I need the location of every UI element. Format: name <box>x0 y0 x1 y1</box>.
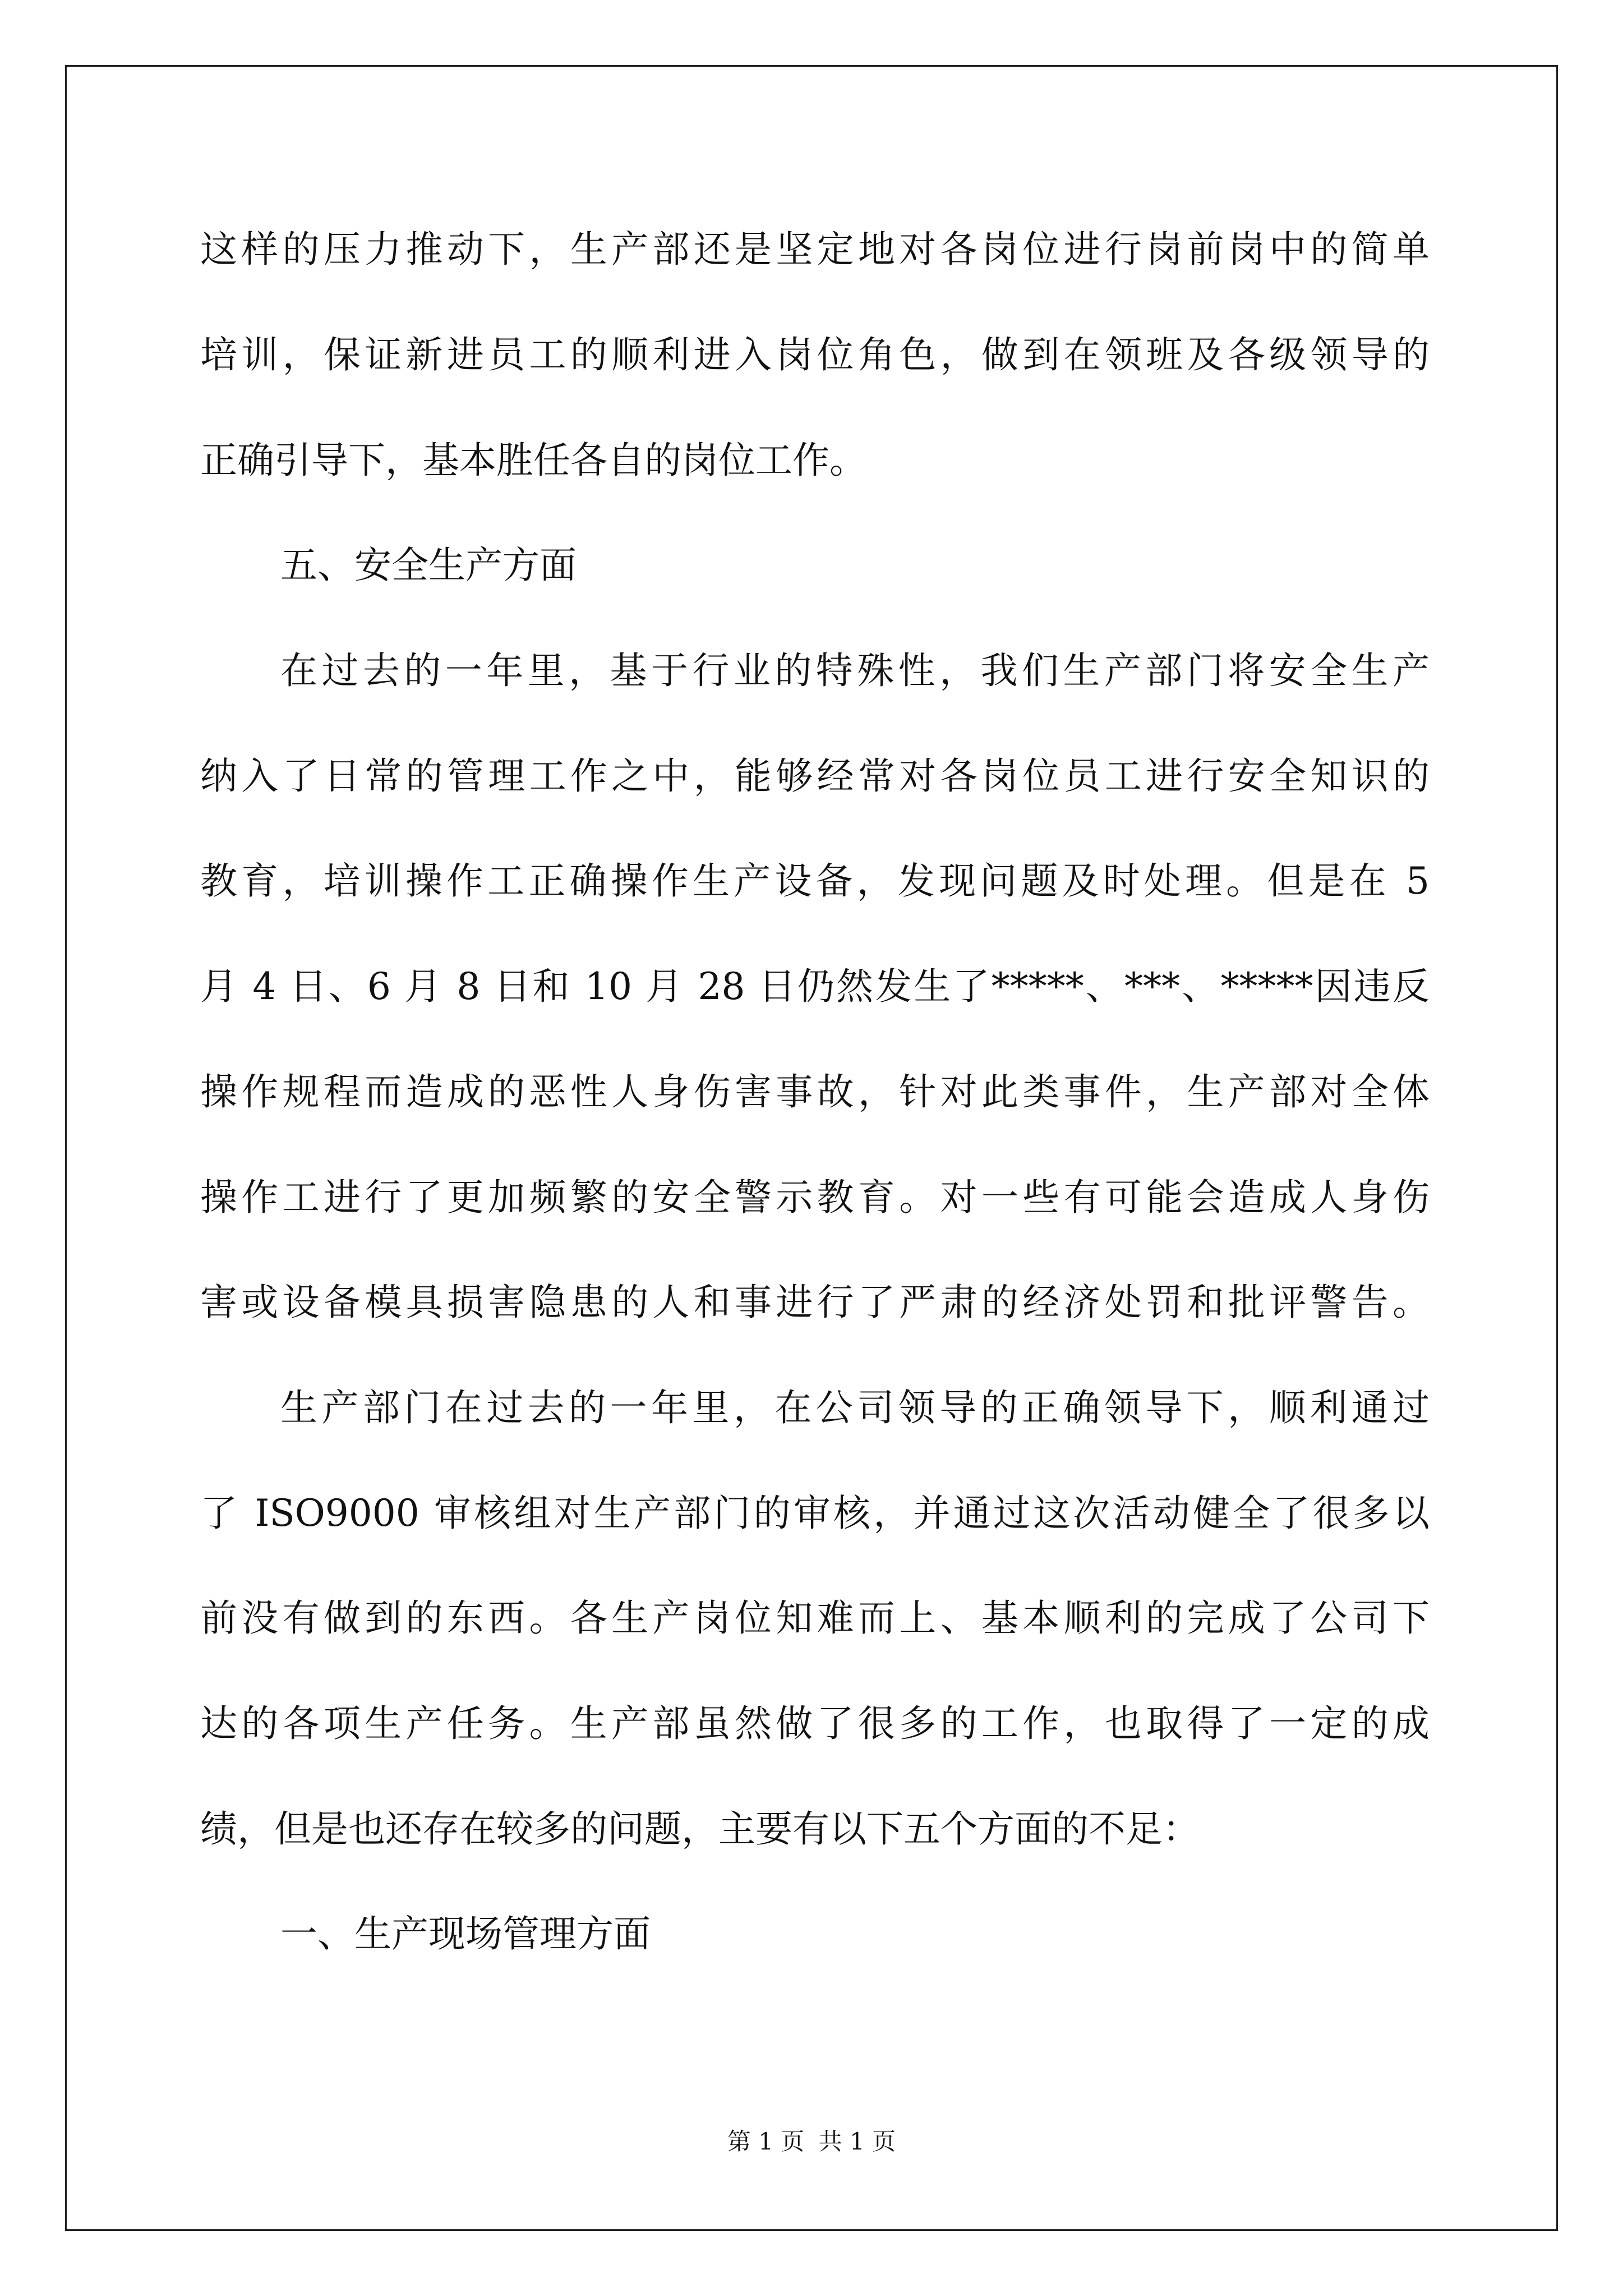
paragraph-line: 操作工进行了更加频繁的安全警示教育。对一些有可能会造成人身伤 <box>200 1176 1430 1219</box>
paragraph-line: 害或设备模具损害隐患的人和事进行了严肃的经济处罚和批评警告。 <box>200 1281 1430 1324</box>
paragraph-line: 达的各项生产任务。生产部虽然做了很多的工作，也取得了一定的成 <box>200 1702 1430 1745</box>
paragraph-line: 操作规程而造成的恶性人身伤害事故，针对此类事件，生产部对全体 <box>200 1070 1430 1114</box>
paragraph-line: 这样的压力推动下，生产部还是坚定地对各岗位进行岗前岗中的简单 <box>200 228 1430 271</box>
paragraph-line: 教育，培训操作工正确操作生产设备，发现问题及时处理。但是在 5 <box>200 859 1430 903</box>
paragraph-line: 前没有做到的东西。各生产岗位知难而上、基本顺利的完成了公司下 <box>200 1596 1430 1640</box>
paragraph-line: 生产部门在过去的一年里，在公司领导的正确领导下，顺利通过 <box>280 1386 1430 1429</box>
section-heading-1: 一、生产现场管理方面 <box>280 1912 651 1955</box>
paragraph-line: 绩，但是也还存在较多的问题，主要有以下五个方面的不足： <box>200 1807 1200 1851</box>
paragraph-line: 在过去的一年里，基于行业的特殊性，我们生产部门将安全生产 <box>280 649 1430 692</box>
paragraph-line: 了 ISO9000 审核组对生产部门的审核，并通过这次活动健全了很多以 <box>200 1492 1430 1535</box>
paragraph-line: 月 4 日、6 月 8 日和 10 月 28 日仍然发生了*****、***、*****因违反 <box>200 965 1430 1008</box>
paragraph-line: 正确引导下，基本胜任各自的岗位工作。 <box>200 439 866 482</box>
paragraph-line: 培训，保证新进员工的顺利进入岗位角色，做到在领班及各级领导的 <box>200 333 1430 376</box>
page-total: 共 1 页 <box>818 2128 896 2155</box>
page-number: 第 1 页 <box>727 2128 805 2155</box>
paragraph-line: 纳入了日常的管理工作之中，能够经常对各岗位员工进行安全知识的 <box>200 754 1430 798</box>
section-heading-5: 五、安全生产方面 <box>280 544 577 587</box>
page-footer <box>0 2125 1623 2159</box>
